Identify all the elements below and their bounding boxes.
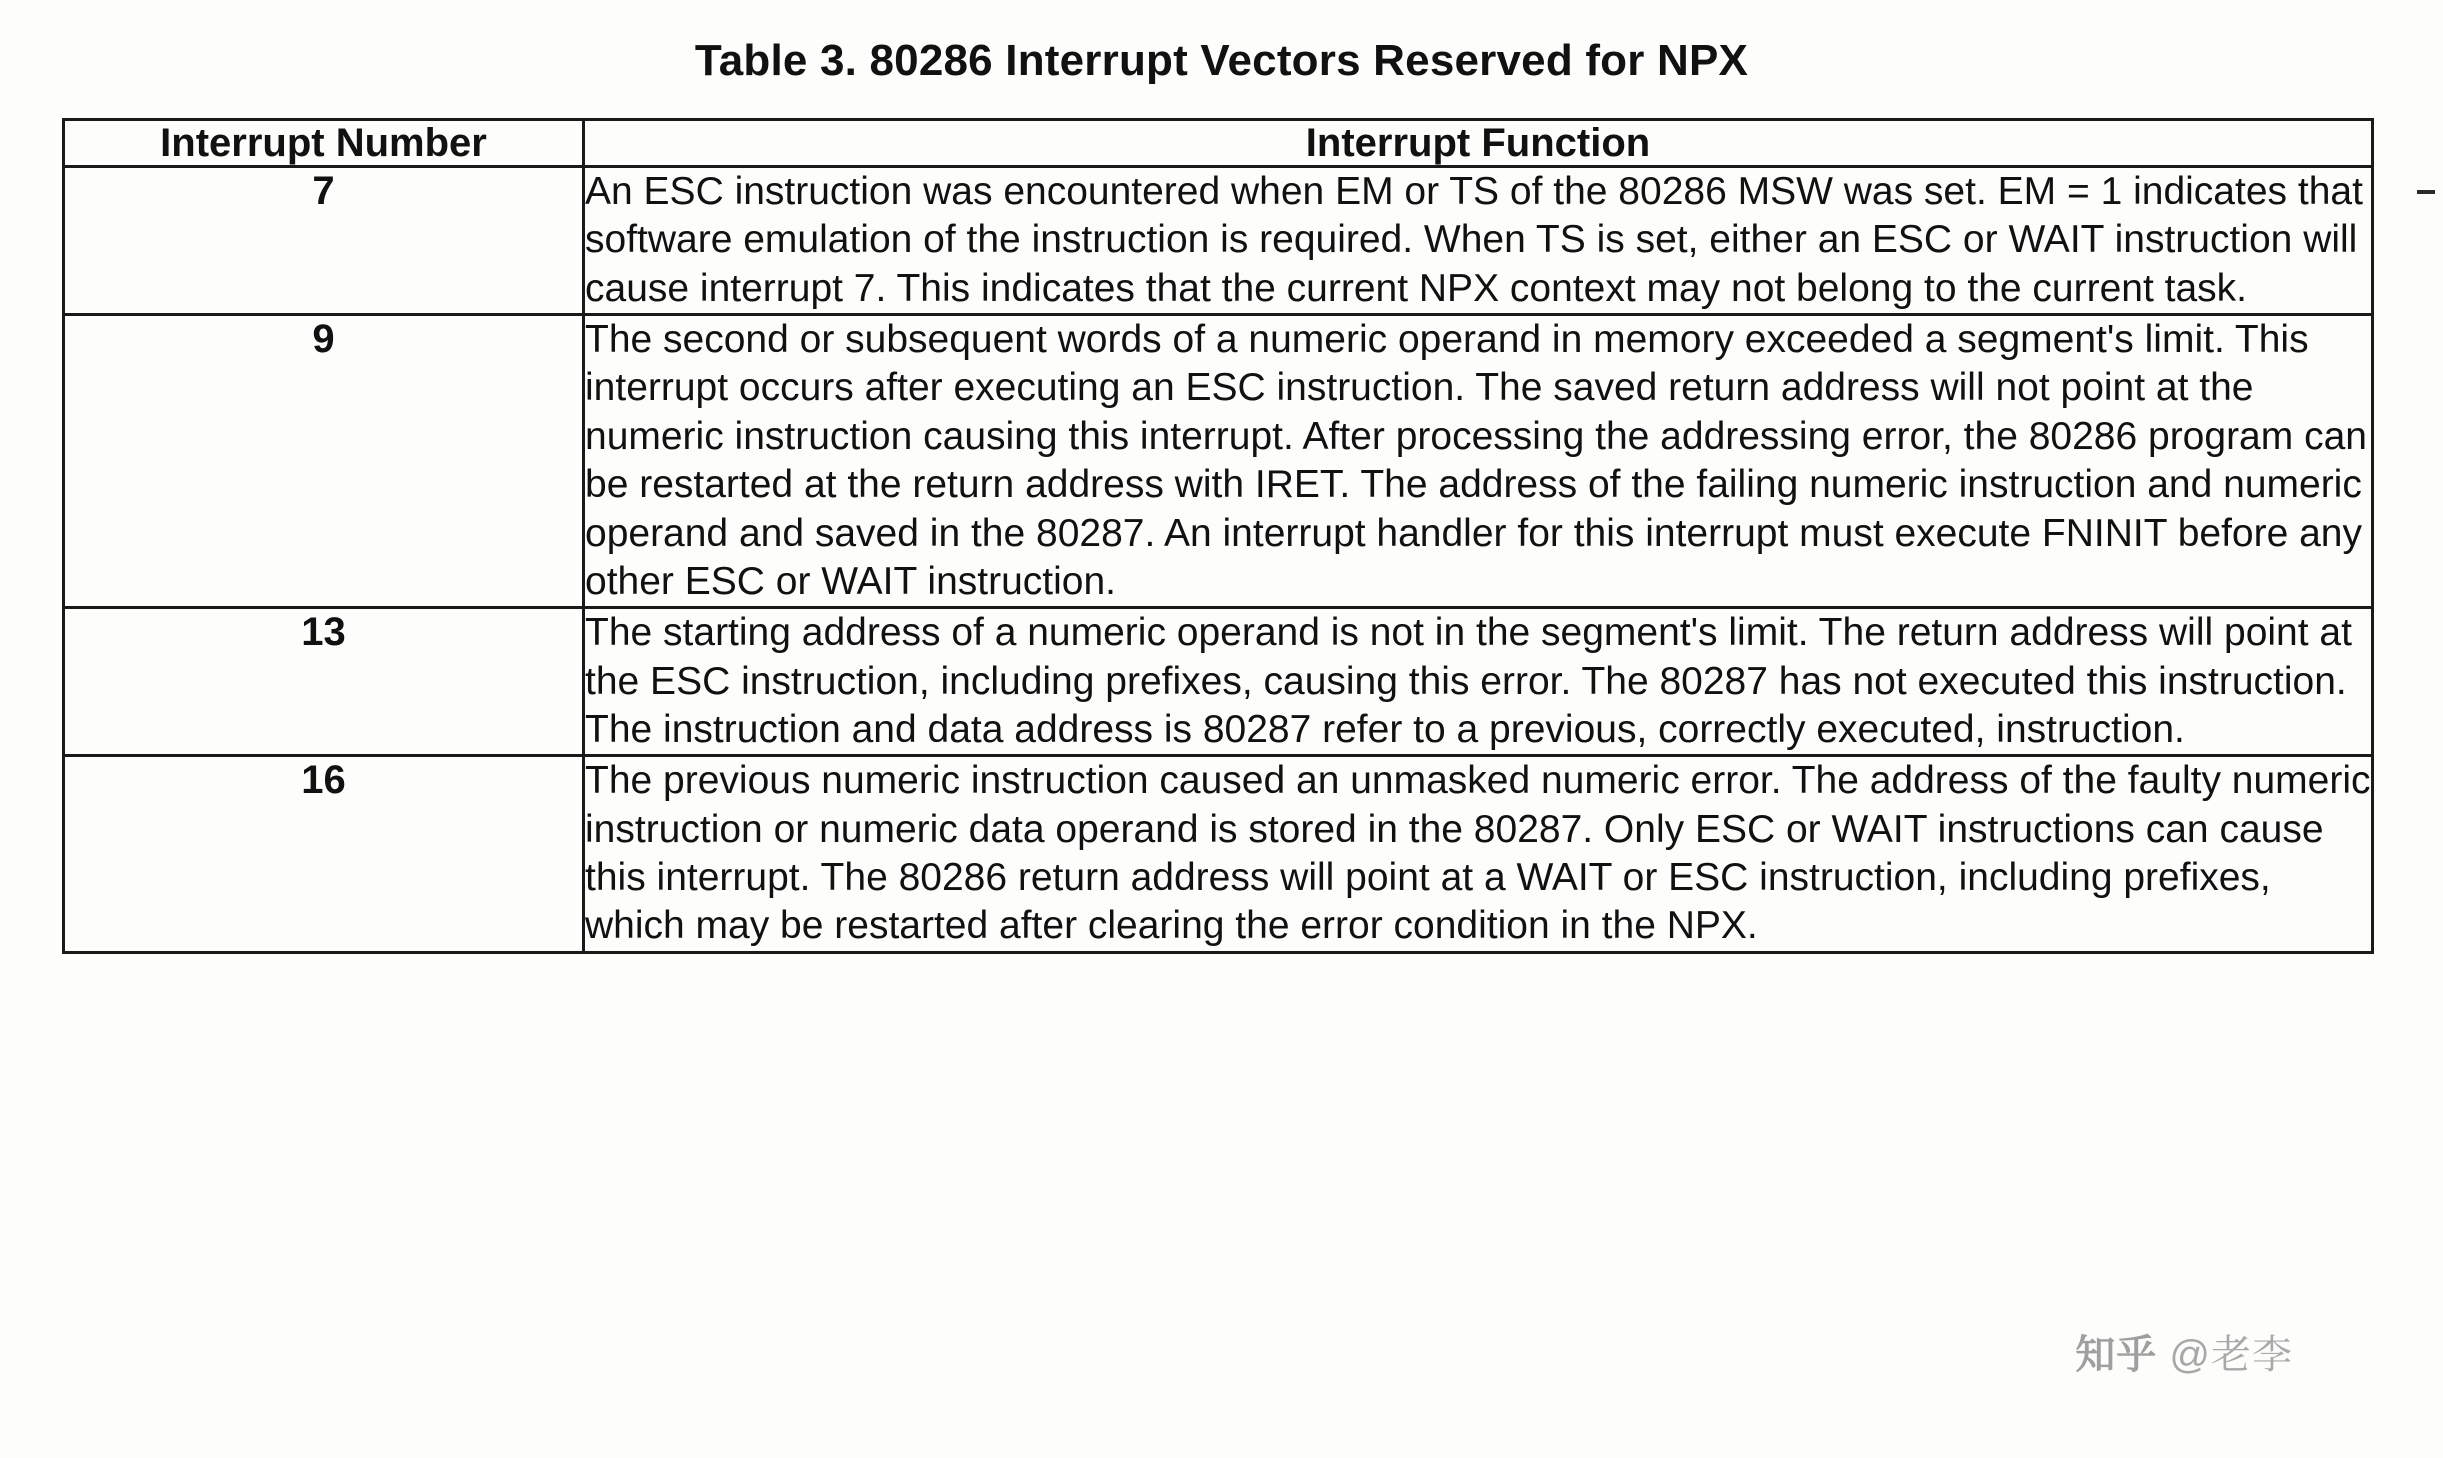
watermark-logo: 知乎 [2075, 1333, 2158, 1377]
cell-interrupt-number: 7 [64, 167, 584, 315]
table-header-row [64, 120, 2373, 167]
cell-interrupt-function: The second or subsequent words of a numeric operand in memory exceeded a segment's limit. This interrupt occurs after executing an ESC instruction. The saved return address will not point at the numeric instruction causing this interrupt. After processing the addressing error, the 80286 program can be restarted at the return address with IRET. The address of the failing numeric instruction and numeric operand and saved in the 80287. An interrupt handler for this interrupt must execute FNINIT before any other ESC or WAIT instruction. [584, 315, 2373, 608]
table-container [62, 118, 2374, 954]
table-row [64, 167, 2373, 315]
cell-interrupt-number: 16 [64, 756, 584, 952]
page-title: Table 3. 80286 Interrupt Vectors Reserved for NPX [694, 36, 1749, 85]
table-row [64, 315, 2373, 608]
column-header-interrupt-function: Interrupt Function [584, 120, 2373, 167]
cell-interrupt-function: An ESC instruction was encountered when EM or TS of the 80286 MSW was set. EM = 1 indicates that software emulation of the instruction is required. When TS is set, either an ESC or WAIT instruction will cause interrupt 7. This indicates that the current NPX context may not belong to the current task. [584, 167, 2373, 315]
column-header-interrupt-number: Interrupt Number [64, 120, 584, 167]
watermark [2075, 1323, 2293, 1380]
table-row [64, 756, 2373, 952]
page-edge-mark [2417, 190, 2435, 194]
cell-interrupt-number: 13 [64, 608, 584, 756]
table-row [64, 608, 2373, 756]
cell-interrupt-number: 9 [64, 315, 584, 608]
cell-interrupt-function: The starting address of a numeric operand is not in the segment's limit. The return address will point at the ESC instruction, including prefixes, causing this error. The 80287 has not executed this instruction. The instruction and data address is 80287 refer to a previous, correctly executed, instruction. [584, 608, 2373, 756]
interrupt-vectors-table [62, 118, 2374, 954]
cell-interrupt-function: The previous numeric instruction caused an unmasked numeric error. The address of the faulty numeric instruction or numeric data operand is stored in the 80287. Only ESC or WAIT instructions can cause this interrupt. The 80286 return address will point at a WAIT or ESC instruction, including prefixes, which may be restarted after clearing the error condition in the NPX. [584, 756, 2373, 952]
watermark-username: @老李 [2169, 1333, 2293, 1377]
